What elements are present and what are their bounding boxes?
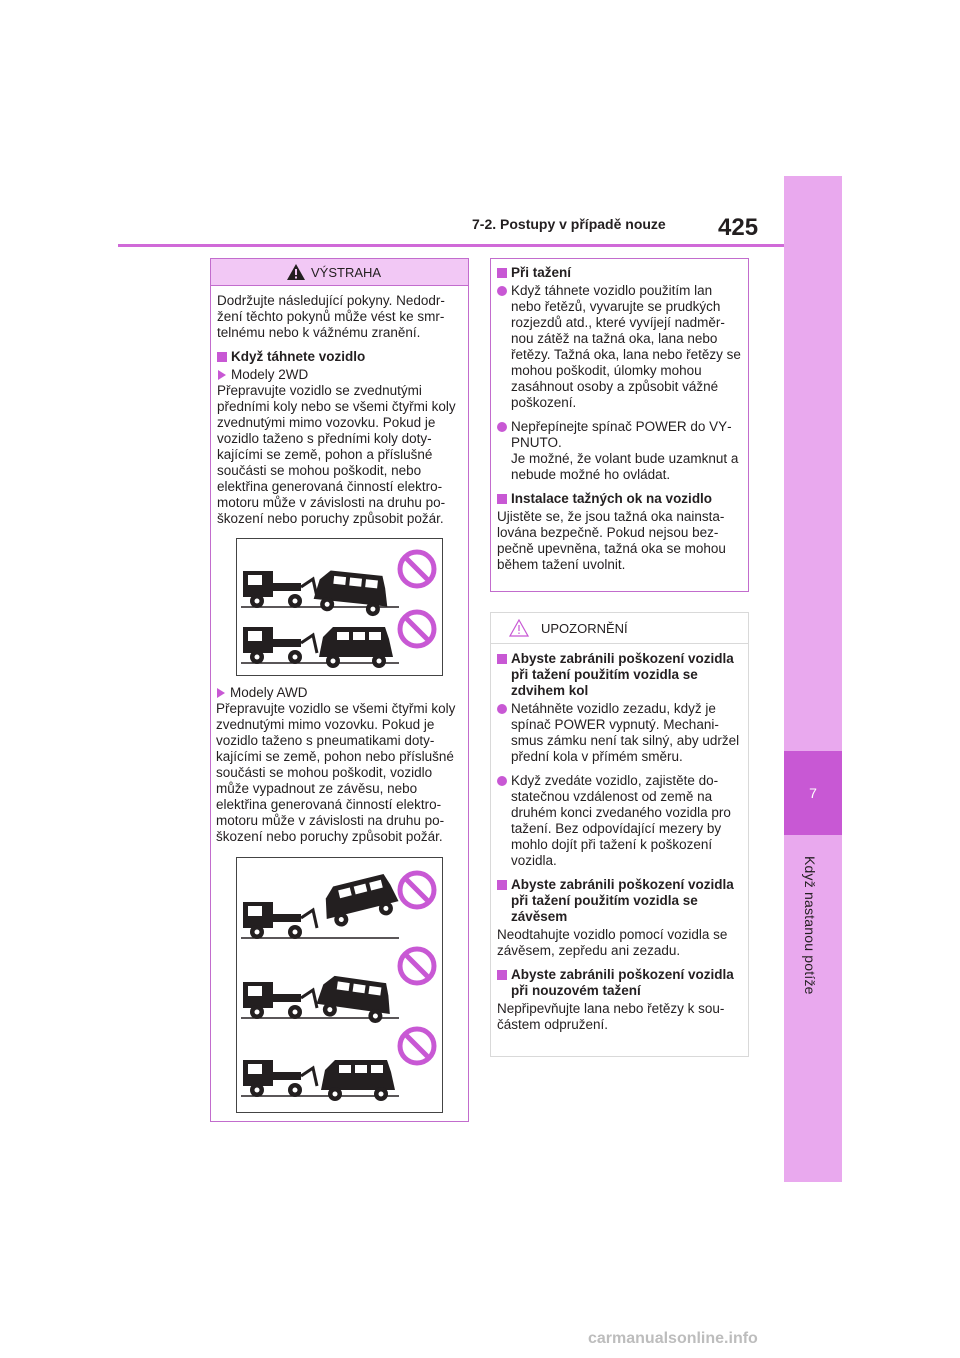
figure-awd-towing — [236, 857, 443, 1113]
towing-heading: Když táhnete vozidlo — [217, 349, 462, 365]
chapter-number: 7 — [784, 751, 842, 835]
towing-eyelet-heading: Instalace tažných ok na vozidlo — [497, 491, 742, 507]
caution-heading-sling: Abyste zabránili poškození vozidla při tažení použitím vozidla se závěsem — [497, 877, 742, 925]
towing-bullet-1: Když táhnete vozidlo použitím lan nebo řetězů, vyvarujte se prudkých rozjezdů atd., které vyvíjejí nadměrnou zátěž na tažná oka, lana nebo řetězy. Tažná oka, lana nebo řetězy se mohou poškodit, úlomky mohou zasáhnout osoby a způsobit vážné poškození. — [497, 283, 742, 411]
caution-bullet-2: Když zvedáte vozidlo, zajistěte dostatečnou vzdálenost od země na druhém konci zvedaného vozidla pro tažení. Bez odpovídající mezery by mohlo dojít při tažení k poškození vozidla. — [497, 773, 742, 869]
awd-section — [216, 685, 464, 853]
warning-icon — [287, 264, 305, 280]
header-rule — [118, 244, 784, 247]
figure-2wd-towing — [236, 538, 443, 676]
caution-sling-text: Neodtahujte vozidlo pomocí vozidla se závěsem, zepředu ani zezadu. — [497, 927, 728, 958]
caution-box — [490, 612, 749, 1057]
caution-title: UPOZORNĚNÍ — [541, 621, 628, 636]
caution-heading-wheel-lift: Abyste zabránili poškození vozidla při tažení použitím vozidla se zdvihem kol — [497, 651, 742, 699]
towing-illustration-2wd — [237, 539, 442, 675]
towing-bullet-2-line1: Nepřepínejte spínač POWER do VYPNUTO. — [511, 419, 732, 450]
towing-eyelet-text: Ujistěte se, že jsou tažná oka nainstalována bezpečně. Pokud nejsou bezpečně upevněna, tažná oka se mohou během tažení uvolnit. — [497, 509, 726, 572]
towing-bullet-2 — [497, 419, 742, 483]
caution-emergency-text: Nepřipevňujte lana nebo řetězy k součástem odpružení. — [497, 1001, 725, 1032]
model-awd-label: Modely AWD — [216, 685, 464, 701]
warning-title: VÝSTRAHA — [311, 265, 382, 280]
section-title: 7-2. Postupy v případě nouze — [472, 216, 666, 232]
chapter-side-tab — [784, 176, 842, 1182]
warning-intro: Dodržujte následující pokyny. Nedodržení těchto pokynů může vést ke smrtelnému nebo k vážnému zranění. — [217, 293, 445, 340]
page-number: 425 — [718, 214, 759, 241]
caution-heading-emergency: Abyste zabránili poškození vozidla při nouzovém tažení — [497, 967, 742, 999]
caution-bullet-1: Netáhněte vozidlo zezadu, když je spínač POWER vypnutý. Mechanismus zámku není tak silný, aby udržel přední kola v přímém směru. — [497, 701, 742, 765]
caution-icon — [509, 619, 529, 637]
chapter-label: Když nastanou potíže — [802, 856, 818, 995]
warning-box-header — [211, 259, 468, 286]
watermark: carmanualsonline.info — [588, 1330, 758, 1347]
model-2wd-text: Přepravujte vozidlo se zvednutými předními koly nebo se všemi čtyřmi koly zvednutými mimo vozovku. Pokud je vozidlo taženo s předními koly dotykajícími se země, pohon a příslušné součásti se mohou poškodit, nebo elektřina generovaná činností elektromotoru může v závislosti na druhu poškození nebo poruchy způsobit požár. — [217, 383, 456, 526]
model-awd-text: Přepravujte vozidlo se všemi čtyřmi koly zvednutými mimo vozovku. Pokud je vozidlo taženo s pneumatikami dotykajícími se země, pohon nebo příslušné součásti se mohou poškodit, vozidlo může vypadnout ze závěsu, nebo elektřina generovaná činností elektromotoru může v závislosti na druhu poškození nebo poruchy způsobit požár. — [216, 701, 456, 844]
caution-box-header — [491, 613, 748, 644]
towing-bullet-2-line2: Je možné, že volant bude uzamknut a nebude možné ho ovládat. — [511, 451, 739, 482]
model-2wd-label: Modely 2WD — [217, 367, 462, 383]
when-towing-heading: Při tažení — [497, 265, 742, 281]
towing-illustration-awd — [237, 858, 442, 1112]
towing-notes-box — [490, 258, 749, 592]
